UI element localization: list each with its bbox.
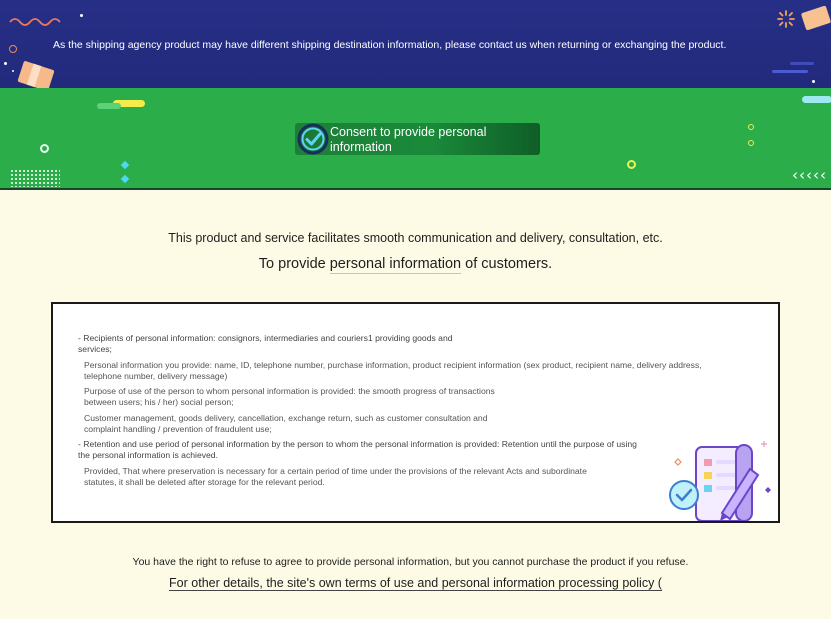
star-dot	[812, 80, 815, 83]
info-item-recipients: - Recipients of personal information: consignors, intermediaries and couriers1 providing goods and services;	[78, 333, 453, 354]
diamond-deco	[121, 175, 129, 183]
ring-deco	[748, 140, 754, 146]
info-item-retention: - Retention and use period of personal information by the person to whom the personal information is provided: Retention until the purpose of using the personal information is achieved.	[78, 439, 637, 460]
ring-deco	[748, 124, 754, 130]
parcel-box-icon	[801, 5, 831, 30]
policy-reference-text: For other details, the site's own terms of use and personal information processing policy (	[169, 576, 662, 590]
info-list	[78, 333, 738, 492]
deco-pill	[97, 103, 121, 109]
wave-icon	[8, 14, 68, 28]
intro-text: This product and service facilitates smooth communication and delivery, consultation, etc.	[168, 231, 663, 245]
intro-highlight: personal information	[329, 256, 462, 272]
star-dot	[12, 70, 14, 72]
parcel-box-icon	[17, 61, 54, 88]
top-banner	[0, 0, 831, 88]
info-item-management: Customer management, goods delivery, cancellation, exchange return, such as customer consultation and complaint handling / prevention of fraudulent use;	[84, 412, 488, 434]
shipping-notice: As the shipping agency product may have different shipping destination information, please contact us when returning or exchanging the product.	[53, 39, 727, 51]
consent-header-band	[0, 88, 831, 190]
diamond-deco	[121, 161, 129, 169]
ring-deco	[40, 144, 49, 153]
ring-deco	[627, 160, 636, 169]
info-item-purpose: Purpose of use of the person to whom personal information is provided: the smooth progress of transactions between users; his / her) social person;	[84, 386, 495, 407]
intro-purpose	[0, 256, 811, 272]
star-dot	[80, 14, 83, 17]
policy-reference	[0, 576, 831, 590]
deco-line	[772, 70, 808, 73]
deco-line	[790, 62, 814, 65]
intro-prefix: To provide	[258, 256, 330, 272]
consent-title: Consent to provide personal information	[330, 125, 487, 154]
deco-pill	[802, 96, 831, 103]
intro-suffix: of customers.	[461, 256, 553, 272]
refusal-notice: You have the right to refuse to agree to provide personal information, but you cannot purchase the product if you refuse.	[132, 556, 689, 568]
ring-deco	[9, 45, 17, 53]
sparkle-icon	[777, 10, 795, 28]
star-dot	[4, 62, 7, 65]
check-circle-icon	[297, 123, 329, 155]
chevrons-left-icon: ‹‹‹‹‹	[792, 166, 827, 184]
dot-grid-deco	[10, 169, 60, 187]
personal-info-box	[51, 302, 780, 523]
document-checklist-illustration	[664, 439, 776, 521]
info-item-provided-note: Provided, That where preservation is necessary for a certain period of time under the provisions of the relevant Acts and subordinate statutes, it shall be deleted after storage for the relevant period.	[84, 465, 587, 487]
info-item-provided-data: Personal information you provide: name, ID, telephone number, purchase information, product recipient information (sex product, recipient name, delivery address, telephone number, delivery message)	[84, 359, 702, 381]
